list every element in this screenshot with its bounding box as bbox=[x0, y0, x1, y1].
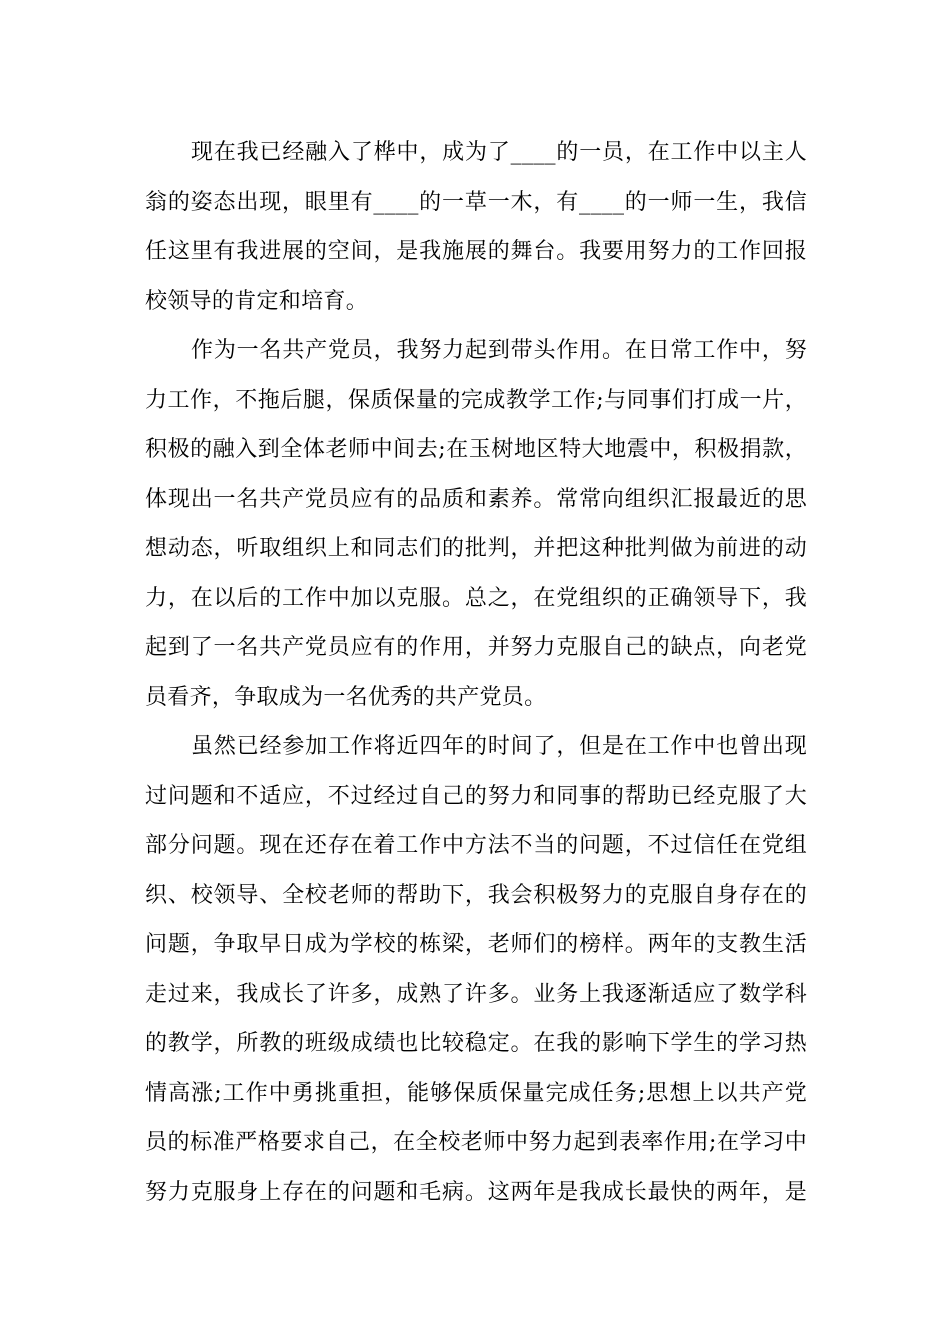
text-line: 织、校领导、全校老师的帮助下，我会积极努力的克服自身存在的 bbox=[145, 882, 807, 908]
text-line: 翁的姿态出现，眼里有____的一草一木，有____的一师一生，我信 bbox=[145, 189, 807, 215]
text-line: 现在我已经融入了桦中，成为了____的一员，在工作中以主人 bbox=[191, 140, 807, 165]
text-line: 虽然已经参加工作将近四年的时间了，但是在工作中也曾出现 bbox=[191, 734, 807, 759]
paragraph-2 bbox=[145, 326, 807, 722]
text-line: 作为一名共产党员，我努力起到带头作用。在日常工作中，努 bbox=[191, 338, 807, 363]
text-line: 力，在以后的工作中加以克服。总之，在党组织的正确领导下，我 bbox=[145, 585, 807, 611]
text-line: 情高涨;工作中勇挑重担，能够保质保量完成任务;思想上以共产党 bbox=[145, 1080, 807, 1106]
text-line: 校领导的肯定和培育。 bbox=[145, 288, 369, 314]
document-page bbox=[145, 128, 807, 1217]
paragraph-1 bbox=[145, 128, 807, 326]
text-line: 想动态，听取组织上和同志们的批判，并把这种批判做为前进的动 bbox=[145, 536, 807, 561]
text-line: 体现出一名共产党员应有的品质和素养。常常向组织汇报最近的思 bbox=[145, 486, 807, 512]
text-line: 员的标准严格要求自己，在全校老师中努力起到表率作用;在学习中 bbox=[145, 1130, 807, 1155]
text-line: 努力克服身上存在的问题和毛病。这两年是我成长最快的两年，是 bbox=[145, 1179, 807, 1205]
paragraph-3 bbox=[145, 722, 807, 1217]
text-line: 员看齐，争取成为一名优秀的共产党员。 bbox=[145, 684, 547, 710]
text-line: 走过来，我成长了许多，成熟了许多。业务上我逐渐适应了数学科 bbox=[145, 981, 807, 1007]
text-line: 积极的融入到全体老师中间去;在玉树地区特大地震中，积极捐款， bbox=[145, 437, 807, 462]
text-line: 问题，争取早日成为学校的栋梁，老师们的榜样。两年的支教生活 bbox=[145, 932, 807, 957]
text-line: 力工作，不拖后腿，保质保量的完成教学工作;与同事们打成一片， bbox=[145, 387, 807, 413]
text-line: 过问题和不适应，不过经过自己的努力和同事的帮助已经克服了大 bbox=[145, 783, 807, 809]
text-line: 部分问题。现在还存在着工作中方法不当的问题，不过信任在党组 bbox=[145, 833, 807, 858]
text-line: 的教学，所教的班级成绩也比较稳定。在我的影响下学生的学习热 bbox=[145, 1031, 807, 1056]
text-line: 任这里有我进展的空间，是我施展的舞台。我要用努力的工作回报 bbox=[145, 239, 807, 264]
text-line: 起到了一名共产党员应有的作用，并努力克服自己的缺点，向老党 bbox=[145, 635, 807, 660]
